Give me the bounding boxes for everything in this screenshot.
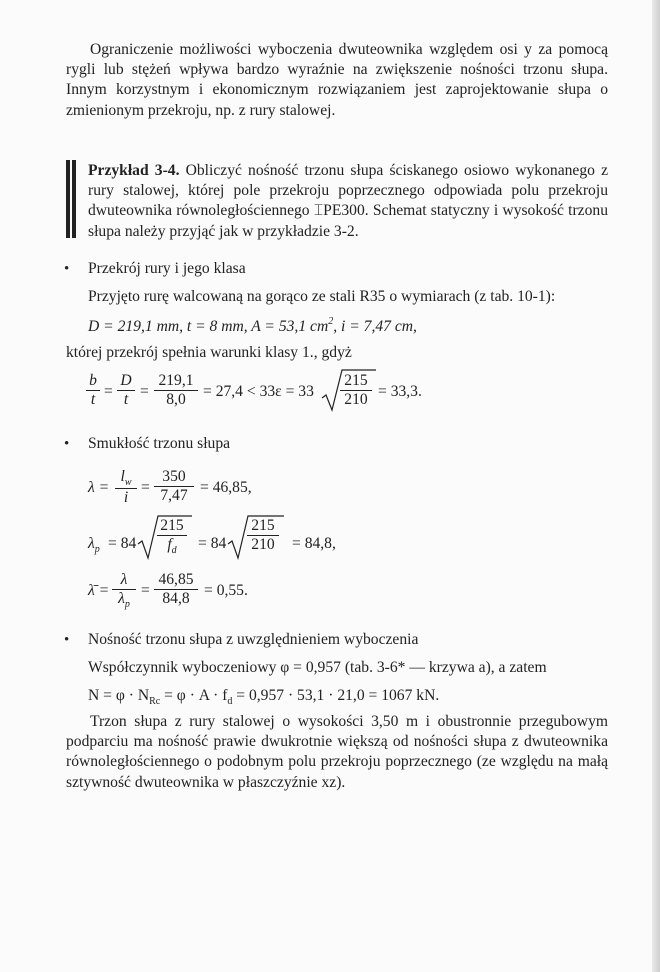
lw-sub: w — [124, 477, 132, 488]
dims-sup: 2 — [328, 316, 334, 327]
bullet-2: • — [64, 436, 70, 452]
frac-t2: t — [123, 391, 129, 408]
lp: λ — [88, 535, 95, 552]
formula-mid: = φ · A · f — [160, 687, 228, 704]
frac-215: 215 — [340, 372, 372, 391]
frac-8: 8,0 — [166, 391, 186, 408]
example-paragraph — [88, 161, 608, 242]
bullet-1: • — [64, 261, 70, 277]
section3-formula — [88, 687, 439, 707]
section2-title: Smukłość trzonu słupa — [88, 435, 231, 452]
lambda-result: = 46,85, — [200, 479, 252, 496]
frac-350: 350 — [154, 468, 194, 487]
intro-paragraph: Ograniczenie możliwości wyboczenia dwuteownika względem osi y za pomocą rygli lub stężeń wpływa bardzo wyraźnie na zwiększenie nośności trzonu słupa. Innym korzystnym i ekonomicznym rozwiązaniem jest zaprojektowanie słupa o zmienionym przekroju, np. z rury stalowej. — [66, 41, 608, 119]
section3-title: Nośność trzonu słupa z uwzględnieniem wyboczenia — [88, 631, 419, 648]
lp-mid84: = 84 — [198, 535, 227, 552]
frac-b-t — [86, 372, 100, 409]
frac-fd — [157, 536, 187, 556]
frac-lw-i — [115, 468, 137, 507]
frac-D-t — [117, 372, 135, 409]
eq-mid: = 27,4 < 33ε = 33 — [203, 383, 314, 400]
page-edge — [652, 0, 660, 972]
lambda-bar-result: = 0,55. — [204, 582, 248, 599]
formula-head: N = φ · N — [88, 687, 150, 704]
frac-215b: 215 — [157, 517, 187, 536]
frac-lw — [115, 468, 137, 489]
eq-sign-3: = — [141, 479, 150, 496]
eq-sign-4: = — [141, 582, 150, 599]
section1-dims — [88, 316, 417, 336]
lp2-sub: p — [124, 599, 130, 610]
frac-b: b — [86, 372, 100, 391]
formula-end: = 0,957 · 53,1 · 21,0 = 1067 kN. — [232, 687, 440, 704]
frac-lam-lp — [112, 571, 136, 610]
section1-line1: Przyjęto rurę walcowaną na gorąco ze stali R35 o wymiarach (z tab. 10-1): — [88, 288, 556, 305]
frac-lp — [112, 590, 136, 610]
frac-D: D — [117, 372, 135, 391]
example-bar-right — [72, 160, 76, 238]
section3-line1: Współczynnik wyboczeniowy φ = 0,957 (tab. 3-6* — krzywa a), a zatem — [88, 659, 547, 676]
section1-line2: której przekrój spełnia warunki klasy 1., gdyż — [66, 344, 352, 361]
frac-215-fd — [157, 517, 187, 556]
eq-sign-2: = — [140, 383, 149, 400]
frac-219-8 — [154, 372, 198, 409]
lp-eq84: = 84 — [108, 535, 137, 552]
closing-paragraph: Trzon słupa z rury stalowej o wysokości 3,50 m i obustronnie przegubowym podparciu ma nośność prawie dwukrotnie większą od nośności słupa z dwuteownika równoległościennego o podobnym polu przekroju poprzecznego (ze względu na małą sztywność dwuteownika w płaszczyźnie xz). — [66, 713, 608, 791]
eq-sign-1: = — [104, 383, 113, 400]
bullet-3: • — [64, 632, 70, 648]
frac-215c: 215 — [247, 517, 279, 536]
frac-215-210b — [247, 517, 279, 554]
dims-tail: , i = 7,47 cm, — [333, 318, 417, 335]
frac-219: 219,1 — [154, 372, 198, 391]
frac-848: 84,8 — [162, 590, 190, 607]
frac-t: t — [90, 391, 96, 408]
formula-sub2: d — [227, 696, 233, 707]
section1-title: Przekrój rury i jego klasa — [88, 260, 246, 277]
fd-sub: d — [171, 545, 177, 556]
lw: l — [120, 468, 125, 485]
fd: f — [167, 536, 172, 553]
lambda-bar-eq: λ̄ = — [88, 582, 110, 599]
frac-210b: 210 — [251, 536, 275, 553]
frac-i: i — [123, 489, 129, 506]
frac-210: 210 — [344, 391, 368, 408]
lp-sub: p — [94, 544, 100, 555]
dims-text: D = 219,1 mm, t = 8 mm, A = 53,1 cm — [88, 318, 329, 335]
frac-4685: 46,85 — [154, 571, 198, 590]
formula-sub: Rc — [149, 696, 161, 707]
lambda-eq: λ = — [88, 479, 110, 496]
frac-4685-848 — [154, 571, 198, 608]
frac-747: 7,47 — [160, 487, 188, 504]
lp2: λ — [118, 590, 125, 607]
frac-350-747 — [154, 468, 194, 505]
example-heading: Przykład 3-4. — [88, 162, 180, 179]
eq-end: = 33,3. — [378, 383, 422, 400]
example-text: Obliczyć nośność trzonu słupa ściskanego osiowo wykonanego z rury stalowej, której pole przekroju poprzecznego odpowiada polu przekroju dwuteownika równoległościennego ⌶PE300. Schemat statyczny i wysokość trzonu słupa należy przyjąć jak w przykładzie 3-2. — [88, 162, 608, 240]
lambda-p — [88, 535, 100, 555]
frac-215-210 — [340, 372, 372, 409]
lp-result: = 84,8, — [292, 535, 336, 552]
example-bar-left — [66, 160, 70, 238]
frac-lam: λ — [112, 571, 136, 590]
